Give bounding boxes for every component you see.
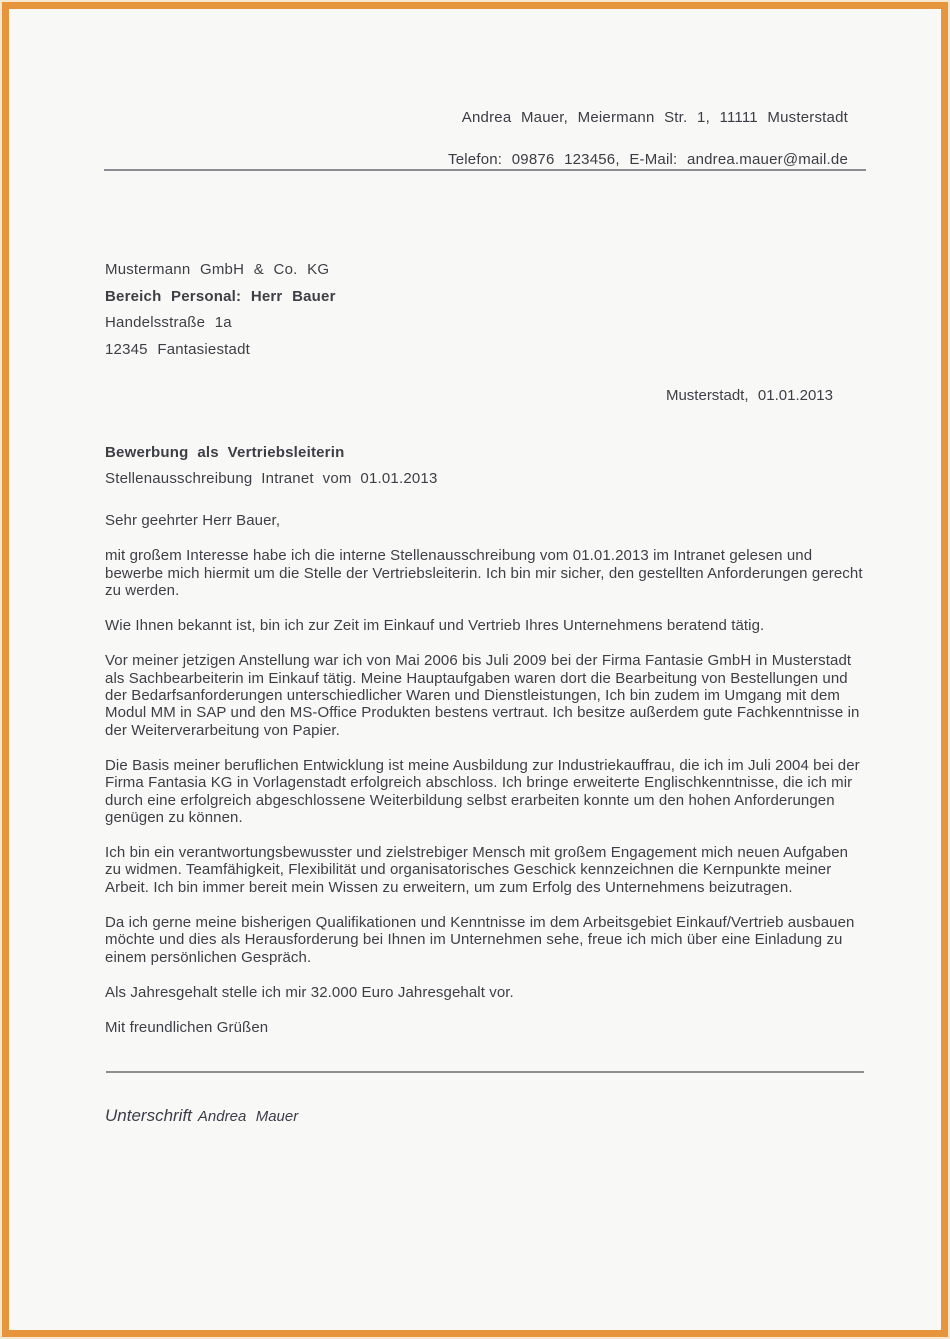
- sender-address-line: Andrea Mauer, Meiermann Str. 1, 11111 Musterstadt: [461, 109, 848, 126]
- recipient-department: Bereich Personal: Herr Bauer: [105, 287, 336, 305]
- signature-divider: [106, 1071, 864, 1073]
- subject-block: [105, 440, 438, 492]
- paragraph: Da ich gerne meine bisherigen Qualifikationen und Kenntnisse im dem Arbeitsgebiet Einkauf/Vertrieb ausbauen möchte und dies als Herausforderung bei Ihnen im Unternehmen sehe, freue ich mich über eine Einladung zu einem persönlichen Gespräch.: [105, 914, 855, 966]
- letter-body: [105, 512, 867, 1049]
- paragraph: Ich bin ein verantwortungsbewusster und zielstrebiger Mensch mit großem Engagement mich neuen Aufgaben zu widmen. Teamfähigkeit, Flexibilität und organisatorisches Geschick kennzeichnen die Kernpunkte meiner Arbeit. Ich bin immer bereit mein Wissen zu erweitern, um zum Erfolg des Unternehmens beizutragen.: [105, 844, 849, 896]
- paragraph: mit großem Interesse habe ich die interne Stellenausschreibung vom 01.01.2013 im Intranet gelesen und bewerbe mich hiermit um die Stelle der Vertriebsleiterin. Ich bin mir sicher, den gestellten Anforderungen gerecht zu werden.: [105, 547, 863, 599]
- letter-sheet: [2, 2, 948, 1337]
- paragraph: Die Basis meiner beruflichen Entwicklung ist meine Ausbildung zur Industriekauffrau, die ich im Juli 2004 bei der Firma Fantasia KG in Vorlagenstadt erfolgreich abschloss. Ich bringe erweiterte Englischkenntnisse, die ich mir durch eine erfolgreich abgeschlossene Weiterbildung selbst erarbeiten konnte um den hohen Anforderungen genügen zu können.: [105, 756, 860, 826]
- salutation: Sehr geehrter Herr Bauer,: [105, 512, 281, 529]
- recipient-address-block: [105, 257, 336, 363]
- signature-label: Unterschrift: [105, 1106, 192, 1125]
- recipient-street: Handelsstraße 1a: [105, 314, 232, 331]
- closing-line: Mit freundlichen Grüßen: [105, 1019, 269, 1037]
- signature-block: [105, 1106, 298, 1126]
- sender-contact-line: Telefon: 09876 123456, E-Mail: andrea.mauer@mail.de: [448, 151, 848, 168]
- header-divider: [104, 169, 866, 171]
- salary-line: Als Jahresgehalt stelle ich mir 32.000 Euro Jahresgehalt vor.: [105, 983, 514, 1001]
- recipient-company: Mustermann GmbH & Co. KG: [105, 261, 330, 278]
- paragraph: Vor meiner jetzigen Anstellung war ich von Mai 2006 bis Juli 2009 bei der Firma Fantasie GmbH in Musterstadt als Sachbearbeiterin im Einkauf tätig. Meine Hauptaufgaben waren dort die Bearbeitung von Bestellungen und der Bedarfsanforderungen unterschiedlicher Waren und Dienstleistungen, Ich bin zudem im Umgang mit dem Modul MM in SAP und den MS-Office Produkten bestens vertraut. Ich besitze außerdem gute Fachkenntnisse in der Weiterverarbeitung von Papier.: [105, 652, 860, 739]
- signature-name: Andrea Mauer: [197, 1108, 299, 1125]
- subject-subtitle: Stellenausschreibung Intranet vom 01.01.2013: [105, 470, 438, 487]
- date-line: Musterstadt, 01.01.2013: [665, 387, 833, 404]
- sender-header: [104, 109, 848, 168]
- recipient-city: 12345 Fantasiestadt: [105, 340, 250, 358]
- paragraph: Wie Ihnen bekannt ist, bin ich zur Zeit im Einkauf und Vertrieb Ihres Unternehmens beratend tätig.: [105, 617, 765, 635]
- subject-title: Bewerbung als Vertriebsleiterin: [105, 444, 345, 461]
